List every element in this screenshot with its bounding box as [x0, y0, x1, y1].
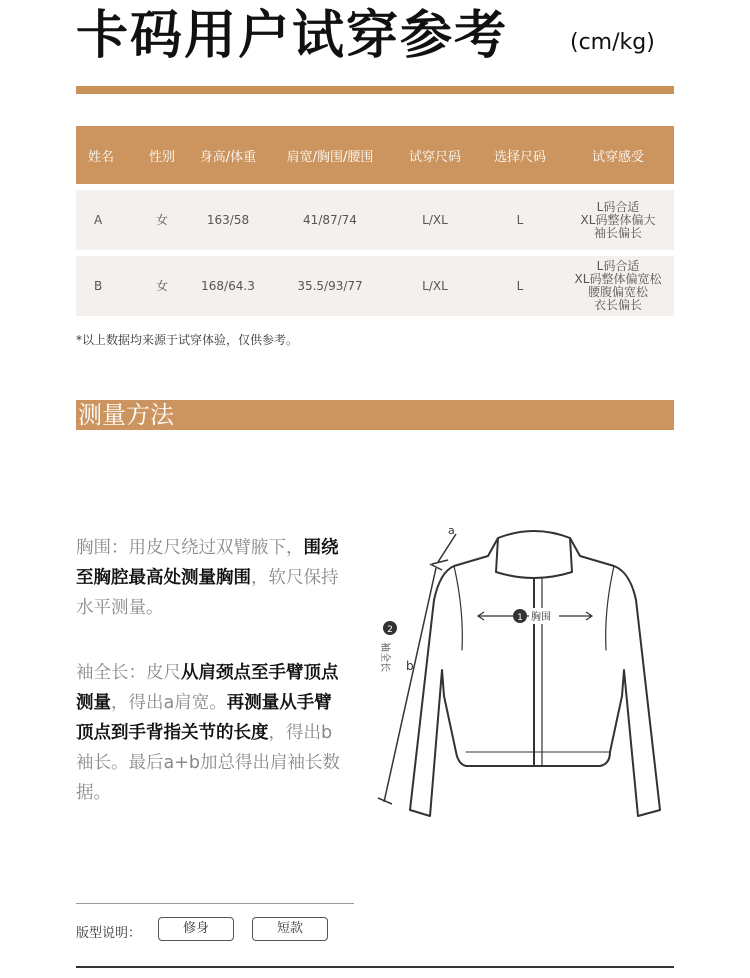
fit-chip-short: 短款: [252, 917, 328, 941]
cell-height-weight: 163/58: [188, 190, 268, 250]
cell-tried-size: L/XL: [392, 256, 478, 316]
col-header-measurements: 肩宽/胸围/腰围: [268, 126, 392, 184]
cell-name: B: [76, 256, 136, 316]
sleeve-text: 袖全长：皮尺: [76, 663, 181, 683]
section-title: 测量方法: [78, 401, 174, 429]
sleeve-text: ，得出b袖长。最后a+b加总得出肩袖长数据。: [76, 723, 340, 803]
cell-feeling: [562, 190, 674, 250]
marker-2-label: 2: [387, 625, 393, 635]
feeling-line: 袖长偏长: [593, 225, 642, 240]
label-b: b: [406, 659, 414, 673]
chest-label: 胸围: [531, 612, 551, 623]
chest-text: ，软尺保持水平测量。: [76, 568, 339, 618]
marker-1-label: 1: [517, 613, 523, 623]
sleeve-text-bold: 从肩颈点至手臂顶点测量: [76, 663, 339, 713]
feeling-line: L码合适: [596, 259, 640, 273]
col-header-gender: 性别: [136, 126, 188, 184]
legend-divider: [76, 903, 354, 904]
cell-gender: 女: [136, 190, 188, 250]
cell-gender: 女: [136, 256, 188, 316]
sleeve-label: 袖全长: [379, 642, 390, 672]
cell-measurements: 35.5/93/77: [268, 256, 392, 316]
table-row: [76, 256, 674, 316]
cell-feeling: [562, 256, 674, 316]
chest-text: 胸围：用皮尺绕过双臂腋下，: [76, 538, 304, 558]
col-header-chosen-size: 选择尺码: [478, 126, 562, 184]
fit-chip-slim: 修身: [158, 917, 234, 941]
label-a: a: [448, 524, 455, 537]
cell-name: A: [76, 190, 136, 250]
feeling-line: 衣长偏长: [593, 298, 642, 312]
sleeve-measure-description: [76, 658, 346, 808]
unit-label: (cm/kg): [570, 30, 655, 55]
feeling-line: L码合适: [596, 199, 640, 214]
feeling-line: 腰腹偏宽松: [587, 285, 648, 299]
table-row: [76, 190, 674, 250]
cell-chosen-size: L: [478, 256, 562, 316]
sleeve-text: ，得出a肩宽。: [111, 693, 227, 713]
sleeve-text-bold: 再测量从手臂顶点到手背指关节的长度: [76, 693, 332, 743]
table-header-row: [76, 126, 674, 184]
col-header-name: 姓名: [76, 126, 136, 184]
col-header-feeling: 试穿感受: [562, 126, 674, 184]
col-header-height-weight: 身高/体重: [188, 126, 268, 184]
hood-outline: [496, 531, 572, 578]
title-underline: [76, 86, 674, 94]
cell-tried-size: L/XL: [392, 190, 478, 250]
measure-a-line: [438, 534, 456, 562]
cell-measurements: 41/87/74: [268, 190, 392, 250]
chest-measure-description: [76, 533, 346, 623]
feeling-line: XL码整体偏大: [580, 212, 656, 227]
feeling-line: XL码整体偏宽松: [574, 272, 662, 286]
col-header-tried-size: 试穿尺码: [392, 126, 478, 184]
cell-chosen-size: L: [478, 190, 562, 250]
fit-legend-label: 版型说明：: [76, 926, 142, 941]
measure-b-line: [384, 568, 436, 802]
bottom-divider: [76, 966, 674, 968]
jacket-measurement-diagram: [370, 520, 680, 830]
disclaimer-note: *以上数据均来源于试穿体验，仅供参考。: [76, 333, 299, 347]
cell-height-weight: 168/64.3: [188, 256, 268, 316]
page-title: 卡码用户试穿参考: [76, 6, 509, 66]
chest-text-bold: 围绕至胸腔最高处测量胸围: [76, 538, 339, 588]
fit-reference-table: [76, 120, 674, 322]
